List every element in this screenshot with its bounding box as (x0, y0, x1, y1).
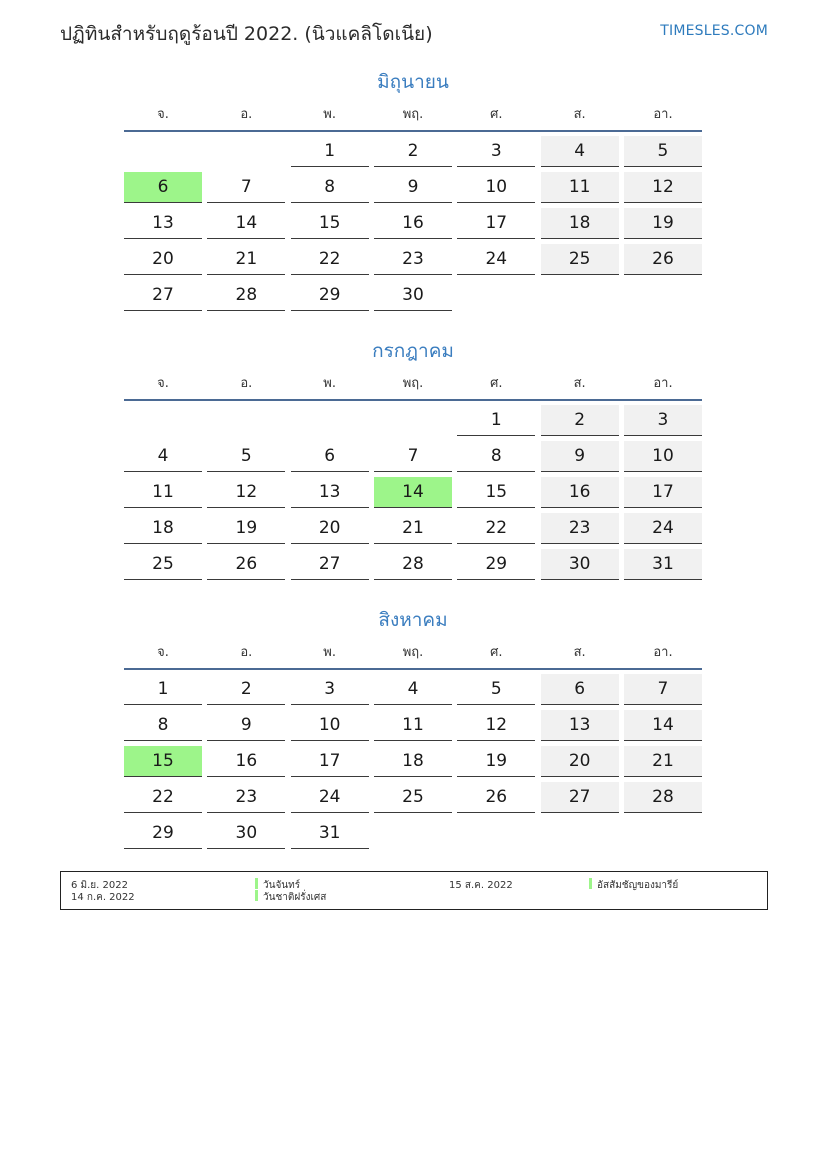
day-cell: 10 (457, 172, 535, 203)
legend-date: 14 ก.ค. 2022 (71, 892, 135, 903)
day-cell: 13 (291, 477, 369, 508)
day-cell: 2 (374, 136, 452, 167)
day-cell: 11 (541, 172, 619, 203)
day-cell: 6 (291, 441, 369, 472)
weekday-label: ศ. (490, 107, 503, 122)
legend-holiday-name: อัสสัมชัญของมารีย์ (597, 880, 679, 891)
day-cell: 30 (374, 280, 452, 311)
day-cell: 3 (457, 136, 535, 167)
day-cell: 2 (207, 674, 285, 705)
day-cell: 27 (541, 782, 619, 813)
day-cell: 9 (374, 172, 452, 203)
day-cell: 17 (291, 746, 369, 777)
holiday-marker (255, 890, 258, 901)
day-cell: 10 (624, 441, 702, 472)
day-cell: 13 (541, 710, 619, 741)
day-cell: 24 (624, 513, 702, 544)
weekday-header (124, 104, 702, 126)
month-title: สิงหาคม (378, 609, 448, 631)
day-cell: 16 (374, 208, 452, 239)
empty-day-cell (374, 818, 452, 848)
header-divider (124, 399, 702, 401)
day-cell: 12 (207, 477, 285, 508)
day-cell: 26 (624, 244, 702, 275)
day-cell: 19 (457, 746, 535, 777)
legend-holiday-name: วันจันทร์ (263, 880, 301, 891)
empty-day-cell (124, 405, 202, 435)
day-cell: 1 (124, 674, 202, 705)
day-cell: 26 (457, 782, 535, 813)
day-cell: 31 (291, 818, 369, 849)
day-cell: 25 (124, 549, 202, 580)
day-cell: 21 (207, 244, 285, 275)
day-cell: 14 (624, 710, 702, 741)
day-cell: 18 (124, 513, 202, 544)
day-cell: 22 (457, 513, 535, 544)
day-cell: 17 (457, 208, 535, 239)
day-cell: 5 (457, 674, 535, 705)
day-cell: 28 (374, 549, 452, 580)
day-cell: 30 (207, 818, 285, 849)
weekday-label: ส. (573, 107, 586, 122)
empty-day-cell (374, 405, 452, 435)
day-cell: 15 (457, 477, 535, 508)
day-grid (124, 405, 702, 585)
day-cell: 29 (124, 818, 202, 849)
header-divider (124, 668, 702, 670)
weekday-header (124, 373, 702, 395)
day-cell: 6 (541, 674, 619, 705)
day-cell: 4 (124, 441, 202, 472)
empty-day-cell (624, 280, 702, 310)
weekday-label: พฤ. (402, 376, 424, 391)
day-cell: 26 (207, 549, 285, 580)
brand-link[interactable]: TIMESLES.COM (660, 23, 768, 39)
day-cell: 20 (541, 746, 619, 777)
day-cell: 27 (124, 280, 202, 311)
weekday-label: จ. (157, 376, 169, 391)
day-cell: 8 (457, 441, 535, 472)
day-cell: 13 (124, 208, 202, 239)
weekday-label: พ. (323, 376, 336, 391)
weekday-label: พ. (323, 107, 336, 122)
weekday-label: จ. (157, 645, 169, 660)
day-cell: 1 (457, 405, 535, 436)
day-cell: 8 (124, 710, 202, 741)
day-cell: 20 (291, 513, 369, 544)
month-title: กรกฎาคม (372, 340, 454, 362)
day-cell: 16 (541, 477, 619, 508)
day-cell: 30 (541, 549, 619, 580)
day-cell: 19 (624, 208, 702, 239)
day-cell: 7 (207, 172, 285, 203)
day-cell: 23 (541, 513, 619, 544)
day-cell: 22 (291, 244, 369, 275)
weekday-label: อ. (240, 107, 253, 122)
page-title: ปฏิทินสำหรับฤดูร้อนปี 2022. (นิวแคลิโดเนีย) (60, 23, 433, 45)
day-cell: 25 (374, 782, 452, 813)
day-cell: 12 (457, 710, 535, 741)
day-cell: 14 (207, 208, 285, 239)
weekday-label: อ. (240, 645, 253, 660)
day-grid (124, 674, 702, 854)
empty-day-cell (541, 818, 619, 848)
weekday-label: ศ. (490, 645, 503, 660)
day-cell: 3 (291, 674, 369, 705)
day-cell: 18 (374, 746, 452, 777)
day-cell: 17 (624, 477, 702, 508)
holiday-marker (589, 878, 592, 889)
day-cell: 21 (624, 746, 702, 777)
legend-date: 15 ส.ค. 2022 (449, 880, 513, 891)
empty-day-cell (457, 280, 535, 310)
legend-date: 6 มิ.ย. 2022 (71, 880, 128, 891)
day-cell: 11 (124, 477, 202, 508)
legend-holiday-name: วันชาติฝรั่งเศส (263, 892, 327, 903)
empty-day-cell (291, 405, 369, 435)
weekday-label: ส. (573, 376, 586, 391)
holiday-legend (60, 871, 768, 910)
day-cell: 11 (374, 710, 452, 741)
day-cell: 3 (624, 405, 702, 436)
weekday-label: พฤ. (402, 645, 424, 660)
weekday-label: พฤ. (402, 107, 424, 122)
day-cell: 1 (291, 136, 369, 167)
day-cell: 29 (291, 280, 369, 311)
day-cell: 7 (374, 441, 452, 472)
weekday-label: พ. (323, 645, 336, 660)
day-cell: 5 (207, 441, 285, 472)
day-cell: 24 (291, 782, 369, 813)
day-cell: 5 (624, 136, 702, 167)
day-cell: 4 (374, 674, 452, 705)
day-cell: 16 (207, 746, 285, 777)
day-cell: 27 (291, 549, 369, 580)
empty-day-cell (207, 405, 285, 435)
weekday-label: ศ. (490, 376, 503, 391)
holiday-marker (255, 878, 258, 889)
weekday-label: จ. (157, 107, 169, 122)
empty-day-cell (624, 818, 702, 848)
empty-day-cell (457, 818, 535, 848)
day-cell: 8 (291, 172, 369, 203)
weekday-label: อา. (653, 107, 673, 122)
day-cell: 21 (374, 513, 452, 544)
day-cell: 12 (624, 172, 702, 203)
weekday-header (124, 642, 702, 664)
day-cell: 20 (124, 244, 202, 275)
day-cell: 29 (457, 549, 535, 580)
day-cell: 9 (541, 441, 619, 472)
month-title: มิถุนายน (377, 71, 449, 93)
weekday-label: อ. (240, 376, 253, 391)
day-cell: 28 (207, 280, 285, 311)
day-cell: 18 (541, 208, 619, 239)
month-june (124, 68, 702, 316)
weekday-label: อา. (653, 376, 673, 391)
day-cell: 15 (291, 208, 369, 239)
weekday-label: ส. (573, 645, 586, 660)
day-cell: 22 (124, 782, 202, 813)
day-cell: 25 (541, 244, 619, 275)
day-cell: 10 (291, 710, 369, 741)
header-divider (124, 130, 702, 132)
day-cell: 6 (124, 172, 202, 203)
empty-day-cell (124, 136, 202, 166)
day-cell: 7 (624, 674, 702, 705)
month-august (124, 606, 702, 854)
day-cell: 4 (541, 136, 619, 167)
day-cell: 28 (624, 782, 702, 813)
empty-day-cell (207, 136, 285, 166)
day-cell: 9 (207, 710, 285, 741)
day-cell: 15 (124, 746, 202, 777)
day-grid (124, 136, 702, 316)
day-cell: 19 (207, 513, 285, 544)
day-cell: 14 (374, 477, 452, 508)
day-cell: 31 (624, 549, 702, 580)
day-cell: 24 (457, 244, 535, 275)
weekday-label: อา. (653, 645, 673, 660)
month-july (124, 337, 702, 585)
day-cell: 23 (374, 244, 452, 275)
day-cell: 2 (541, 405, 619, 436)
empty-day-cell (541, 280, 619, 310)
day-cell: 23 (207, 782, 285, 813)
